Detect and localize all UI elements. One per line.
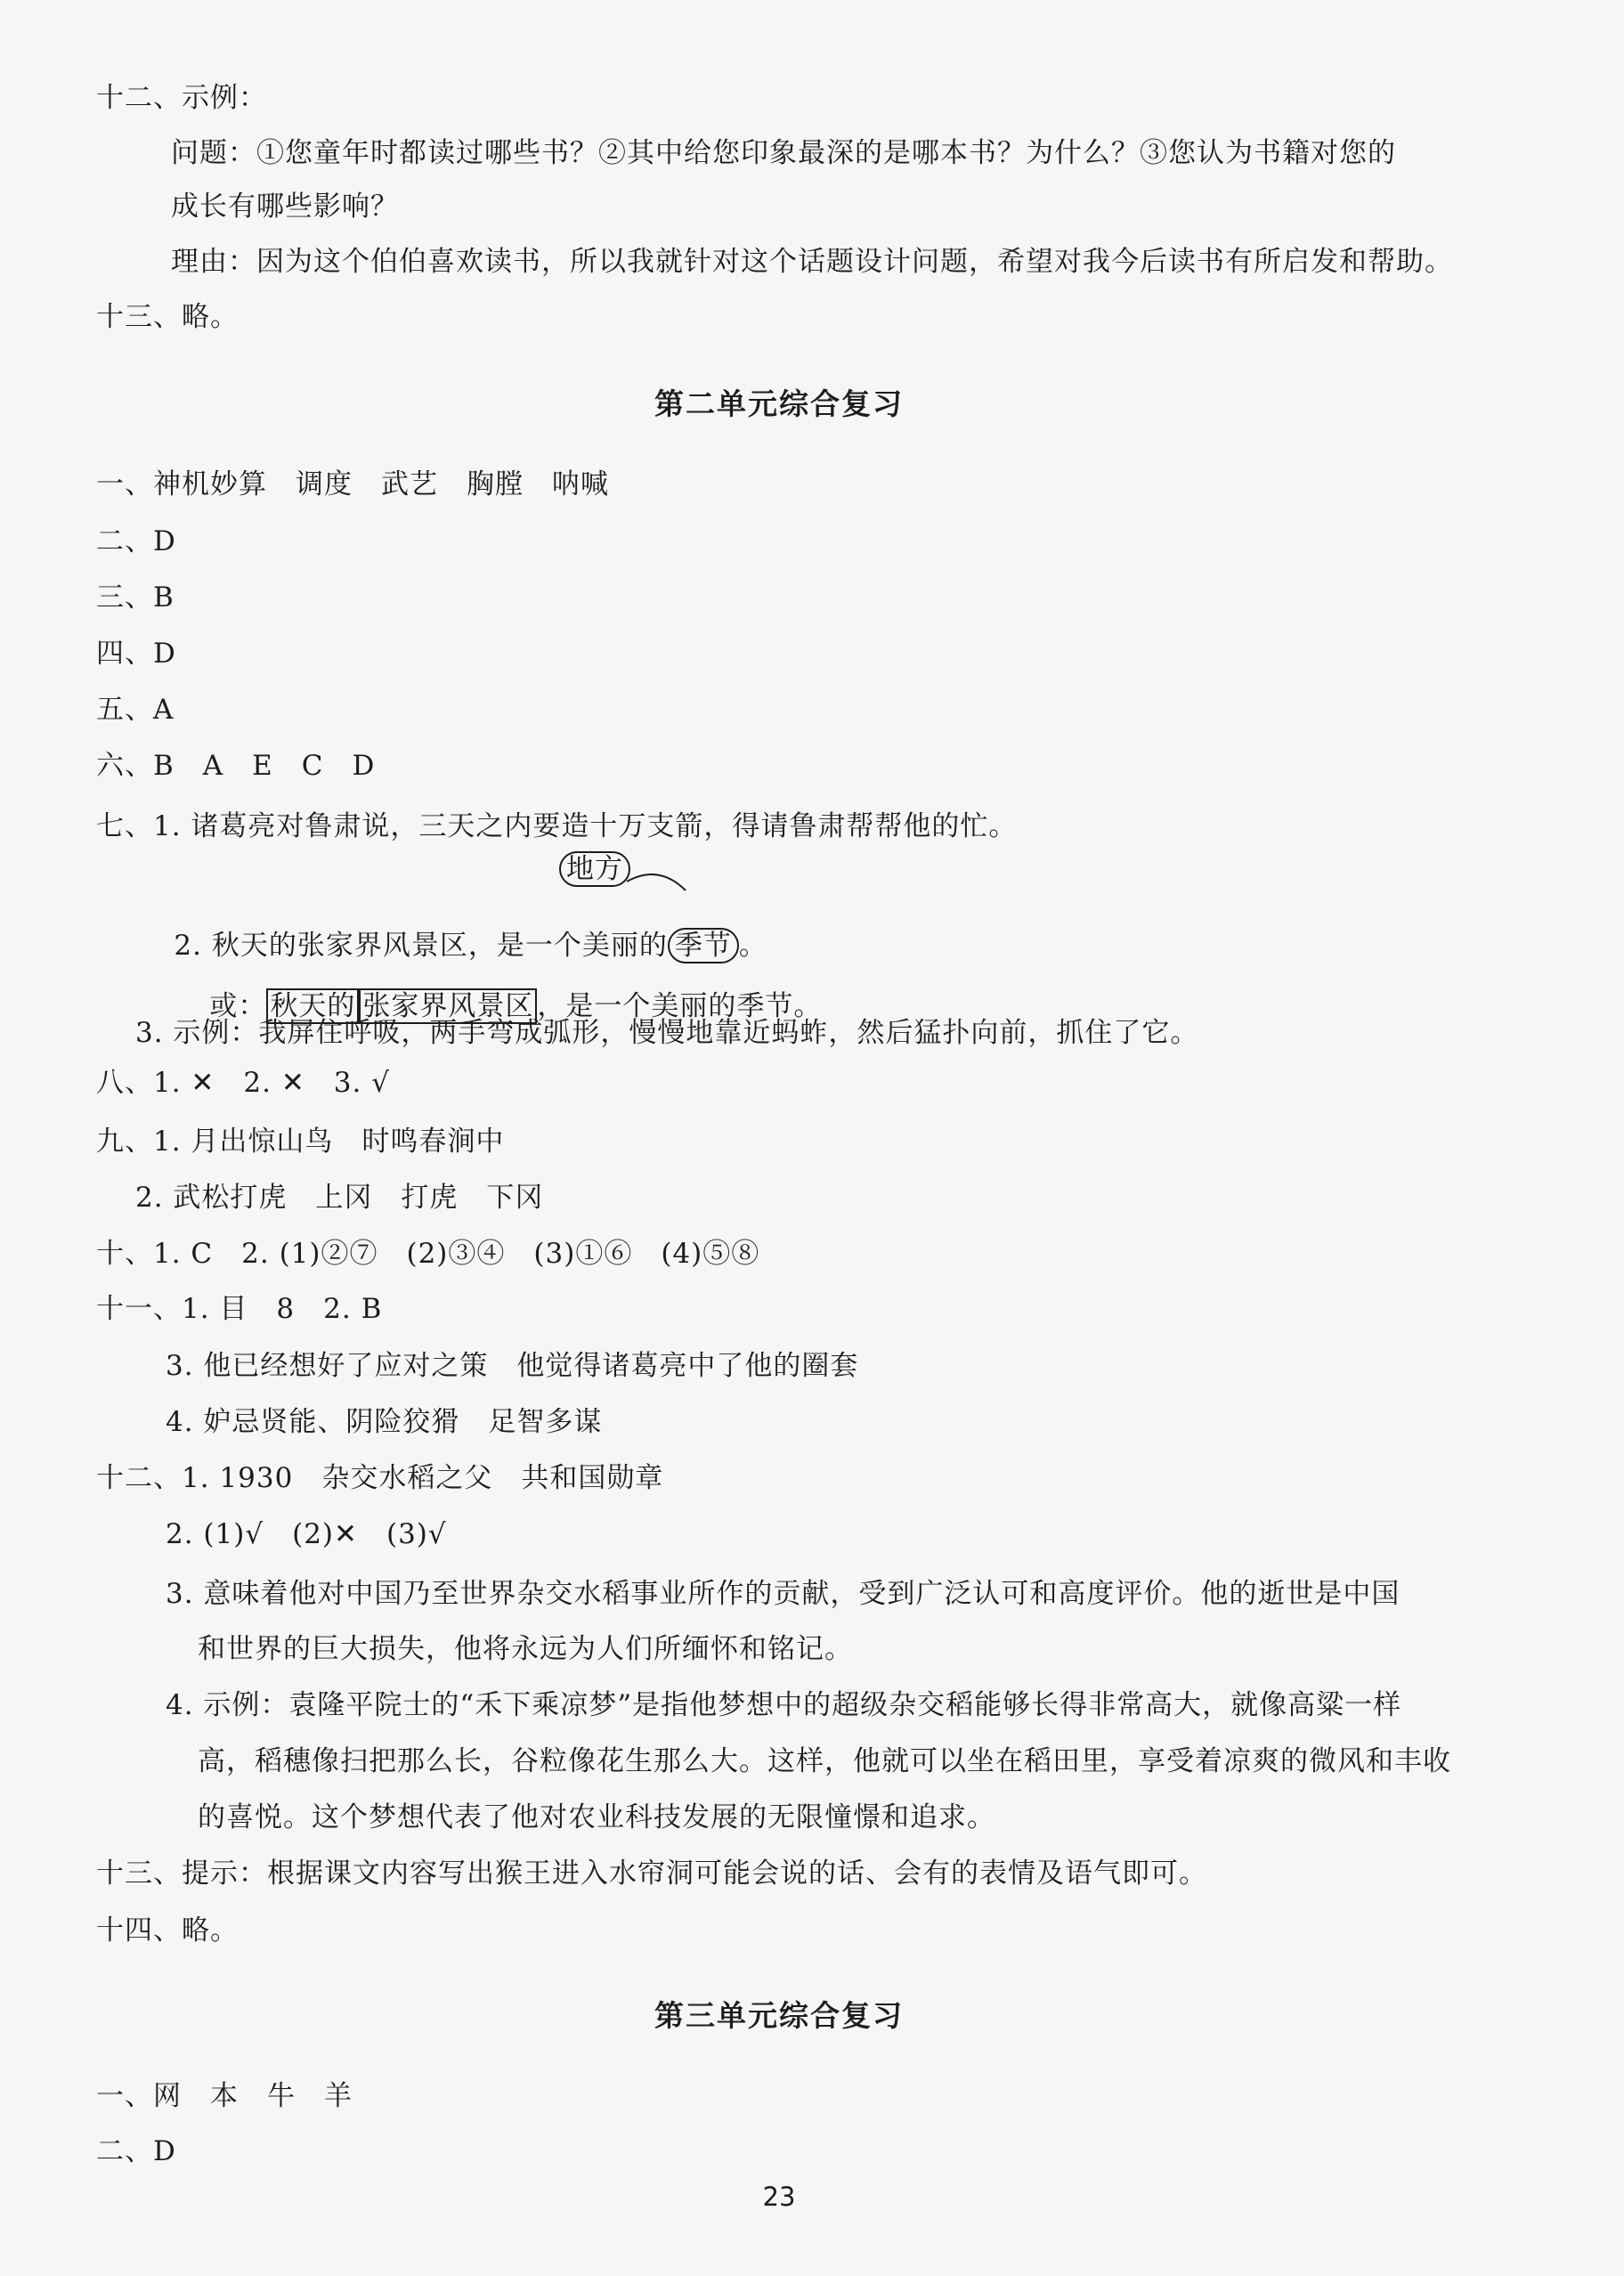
u2-answer-8: 八、1. ✕ 2. ✕ 3. √ — [96, 1067, 390, 1099]
u2-answer-9-2: 2. 武松打虎 上冈 打虎 下冈 — [135, 1182, 544, 1214]
u2-answer-11-3: 3. 他已经想好了应对之策 他觉得诸葛亮中了他的圈套 — [166, 1350, 859, 1382]
unit3-title: 第三单元综合复习 — [654, 1998, 904, 2033]
u2-answer-11-4: 4. 妒忌贤能、阴险狡猾 足智多谋 — [166, 1406, 603, 1438]
u2-answer-10: 十、1. C 2. (1)②⑦ (2)③④ (3)①⑥ (4)⑤⑧ — [96, 1238, 760, 1270]
u2-answer-12-4-cont2: 的喜悦。这个梦想代表了他对农业科技发展的无限憧憬和追求。 — [198, 1801, 995, 1833]
u2-answer-12-1: 十二、1. 1930 杂交水稻之父 共和国勋章 — [96, 1462, 664, 1494]
u3-answer-1: 一、网 本 牛 羊 — [96, 2080, 353, 2112]
u2-answer-12-3: 3. 意味着他对中国乃至世界杂交水稻事业所作的贡献，受到广泛认可和高度评价。他的逝世是中国 — [166, 1578, 1401, 1610]
u2-answer-12-3-cont: 和世界的巨大损失，他将永远为人们所缅怀和铭记。 — [198, 1633, 853, 1665]
u2-answer-4: 四、D — [96, 638, 176, 670]
answer-12-questions-cont: 成长有哪些影响？ — [171, 191, 399, 223]
alt-prefix: 或： — [209, 990, 267, 1022]
answer-12-label: 十二、示例： — [96, 82, 267, 114]
u2-answer-7-3: 3. 示例：我屏住呼吸，两手弯成弧形，慢慢地靠近蚂蚱，然后猛扑向前，抓住了它。 — [135, 1017, 1199, 1049]
u2-answer-13: 十三、提示：根据课文内容写出猴王进入水帘洞可能会说的话、会有的表情及语气即可。 — [96, 1857, 1207, 1890]
answer-12-reason: 理由：因为这个伯伯喜欢读书，所以我就针对这个话题设计问题，希望对我今后读书有所启发和帮助。 — [171, 246, 1453, 278]
u2-answer-7-1: 七、1. 诸葛亮对鲁肃说，三天之内要造十万支箭，得请鲁肃帮帮他的忙。 — [96, 810, 1018, 842]
correction-word-season: 季节 — [668, 928, 739, 963]
u2-answer-7-2-text: 2. 秋天的张家界风景区，是一个美丽的 — [174, 930, 668, 962]
u2-answer-2: 二、D — [96, 525, 176, 557]
alt-box-scenic: 张家界风景区 — [359, 988, 537, 1024]
u2-answer-11-1: 十一、1. 目 8 2. B — [96, 1293, 383, 1325]
u2-answer-3: 三、B — [96, 581, 175, 614]
page-number: 23 — [762, 2182, 796, 2212]
unit2-title: 第二单元综合复习 — [654, 386, 904, 421]
u2-answer-7-2-end: 。 — [738, 930, 767, 962]
u3-answer-2: 二、D — [96, 2135, 176, 2167]
answer-12-questions: 问题：①您童年时都读过哪些书？②其中给您印象最深的是哪本书？为什么？③您认为书籍对您的 — [171, 137, 1396, 169]
u2-answer-1: 一、神机妙算 调度 武艺 胸膛 呐喊 — [96, 468, 609, 500]
u2-answer-9-1: 九、1. 月出惊山鸟 时鸣春涧中 — [96, 1126, 505, 1158]
correction-ring-top — [559, 851, 630, 887]
u2-answer-12-4: 4. 示例：袁隆平院士的“禾下乘凉梦”是指他梦想中的超级杂交稻能够长得非常高大，就像高粱一样 — [166, 1689, 1402, 1721]
answer-13: 十三、略。 — [96, 301, 239, 333]
u2-answer-12-4-cont1: 高，稻穗像扫把那么长，谷粒像花生那么大。这样，他就可以坐在稻田里，享受着凉爽的微风和丰收 — [198, 1745, 1451, 1777]
u2-answer-14: 十四、略。 — [96, 1914, 239, 1947]
correction-word-place: 地方 — [559, 851, 630, 887]
u2-answer-12-2: 2. (1)√ (2)✕ (3)√ — [166, 1518, 447, 1550]
alt-suffix: ，是一个美丽的季节。 — [537, 990, 823, 1022]
u2-answer-5: 五、A — [96, 694, 175, 726]
u2-answer-6: 六、B A E C D — [96, 750, 376, 782]
alt-box-autumn: 秋天的 — [266, 988, 359, 1024]
